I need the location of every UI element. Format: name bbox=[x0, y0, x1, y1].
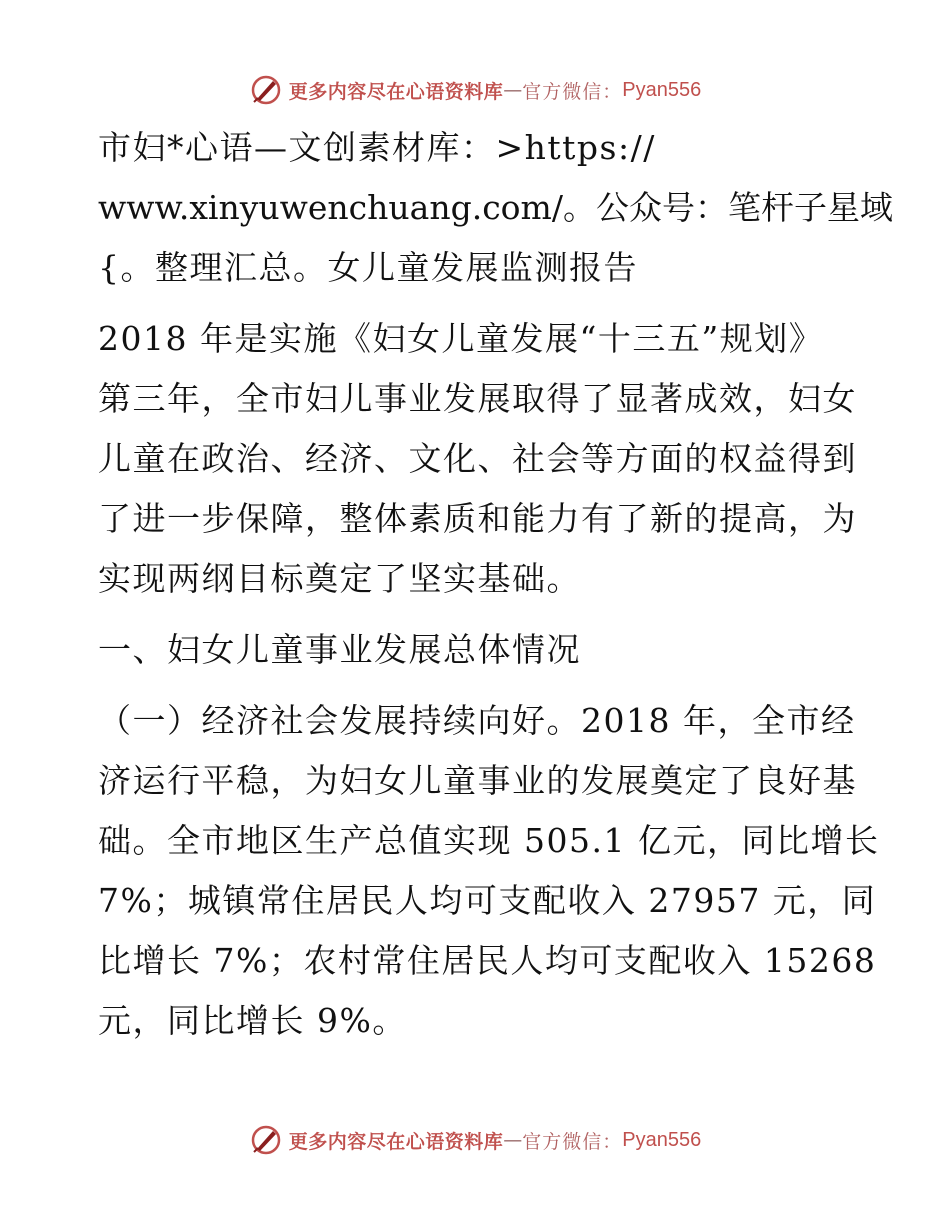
text-line: 实现两纲目标奠定了坚实基础。 bbox=[98, 559, 581, 598]
text-line: www.xinyuwenchuang.com/。公众号：笔杆子星域 bbox=[98, 188, 893, 227]
heading-line: 一、妇女儿童事业发展总体情况 bbox=[98, 630, 581, 669]
text-line: {。整理汇总。女儿童发展监测报告 bbox=[98, 248, 638, 287]
footer-banner bbox=[0, 1120, 950, 1160]
text-line: （一）经济社会发展持续向好。2018 年，全市经 bbox=[98, 701, 856, 740]
text-line: 了进一步保障，整体素质和能力有了新的提高，为 bbox=[98, 499, 857, 538]
document-body bbox=[98, 118, 893, 1062]
text-line: 儿童在政治、经济、文化、社会等方面的权益得到 bbox=[98, 439, 857, 478]
text-line: 第三年，全市妇儿事业发展取得了显著成效，妇女 bbox=[98, 379, 857, 418]
banner-text: 更多内容尽在心语资料库 bbox=[288, 80, 504, 103]
banner-wechat-label: 官方微信： bbox=[522, 80, 623, 103]
text-line: 7%；城镇常住居民人均可支配收入 27957 元，同 bbox=[98, 881, 877, 920]
banner-wechat-label: 官方微信： bbox=[522, 1130, 623, 1153]
text-line: 2018 年是实施《妇女儿童发展“十三五”规划》 bbox=[98, 319, 824, 358]
section-heading bbox=[98, 620, 858, 680]
paragraph-economy bbox=[98, 691, 880, 1051]
banner-account: Pyan556 bbox=[622, 1128, 702, 1151]
banner-separator: — bbox=[503, 79, 523, 101]
text-line: 济运行平稳，为妇女儿童事业的发展奠定了良好基 bbox=[98, 761, 857, 800]
banner-account: Pyan556 bbox=[622, 78, 702, 101]
quill-logo-icon bbox=[249, 73, 283, 107]
banner-separator: — bbox=[503, 1129, 523, 1151]
header-banner bbox=[0, 70, 950, 110]
banner-text: 更多内容尽在心语资料库 bbox=[288, 1130, 504, 1153]
text-line: 元，同比增长 9%。 bbox=[98, 1001, 407, 1040]
paragraph-source bbox=[98, 118, 893, 298]
paragraph-intro bbox=[98, 309, 858, 609]
quill-logo-icon bbox=[249, 1123, 283, 1157]
text-line: 础。全市地区生产总值实现 505.1 亿元，同比增长 bbox=[98, 821, 880, 860]
text-line: 市妇*心语—文创素材库：>https:// bbox=[98, 128, 656, 167]
text-line: 比增长 7%；农村常住居民人均可支配收入 15268 bbox=[98, 941, 877, 980]
